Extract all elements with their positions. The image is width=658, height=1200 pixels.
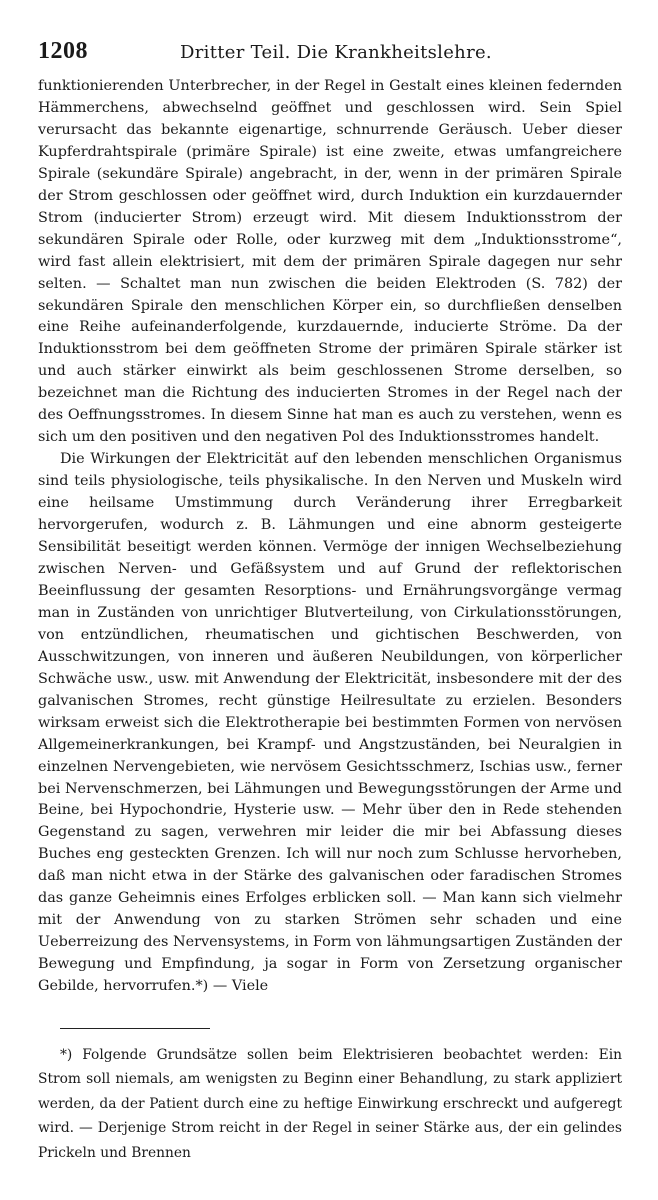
paragraph: Die Wirkungen der Elektricität auf den lebenden menschlichen Organismus sind teils physiologische, teils physikalische. In den Nerven und Muskeln wird eine heilsame Umstimmung durch Veränderung ihrer Erregbarkeit hervorgerufen, wodurch z. B. Lähmungen und eine abnorm gesteigerte Sensibilität beseitigt werden können. Vermöge der innigen Wechselbeziehung zwischen Nerven- und Gefäßsystem und auf Grund der reflektorischen Beeinflussung der gesamten Resorptions- und Ernährungsvorgänge vermag man in Zuständen von unrichtiger Blutverteilung, von Cirkulationsstörungen, von entzündlichen, rheumatischen und gichtischen Beschwerden, von Ausschwitzungen, von inneren und äußeren Neubildungen, von körperlicher Schwäche usw., usw. mit Anwendung der Elektricität, insbesondere mit der des galvanischen Stromes, recht günstige Heilresultate zu erzielen. Besonders wirksam erweist sich die Elektrotherapie bei bestimmten Formen von nervösen Allgemeinerkrankungen, bei Krampf- und Angstzuständen, bei Neuralgien in einzelnen Nervengebieten, wie nervösem Gesichtsschmerz, Ischias usw., ferner bei Nervenschmerzen, bei Lähmungen und Bewegungsstörungen der Arme und Beine, bei Hypochondrie, Hysterie usw. — Mehr über den in Rede stehenden Gegenstand zu sagen, verwehren mir leider die mir bei Abfassung dieses Buches eng gesteckten Grenzen. Ich will nur noch zum Schlusse hervorheben, daß man nicht etwa in der Stärke des galvanischen oder faradischen Stromes das ganze Geheimnis eines Erfolges erblicken soll. — Man kann sich vielmehr mit der Anwendung von zu starken Strömen sehr schaden und eine Ueberreizung des Nervensystems, in Form von lähmungsartigen Zuständen der Bewegung und Empfindung, ja sogar in Form von Zersetzung organischer Gebilde, hervorrufen.*) — Viele <box>38 451 622 995</box>
body-text <box>38 76 622 998</box>
footnote: *) Folgende Grundsätze sollen beim Elektrisieren beobachtet werden: Ein Strom soll niemals, am wenigsten zu Beginn einer Behandlung, zu stark appliziert werden, da der Patient durch eine zu heftige Einwirkung erschreckt und aufgeregt wird. — Derjenige Strom reicht in der Regel in seiner Stärke aus, der ein gelindes Prickeln und Brennen <box>38 1047 622 1161</box>
running-title: Dritter Teil. Die Krankheitslehre. <box>180 42 492 63</box>
page-number: 1208 <box>38 38 88 64</box>
footnote-rule <box>60 1028 210 1029</box>
paragraph-continued: funktionierenden Unterbrecher, in der Regel in Gestalt eines kleinen federnden Hämmerchens, abwechselnd geöffnet und geschlossen wird. Sein Spiel verursacht das bekannte eigenartige, schnurrende Geräusch. Ueber dieser Kupferdrahtspirale (primäre Spirale) ist eine zweite, etwas umfangreichere Spirale (sekundäre Spirale) angebracht, in der, wenn in der primären Spirale der Strom geschlossen oder geöffnet wird, durch Induktion ein kurzdauernder Strom (inducierter Strom) erzeugt wird. Mit diesem Induktionsstrom der sekundären Spirale oder Rolle, oder kurzweg mit dem „Induktionsstrome“, wird fast allein elektrisiert, mit dem der primären Spirale dagegen nur sehr selten. — Schaltet man nun zwischen die beiden Elektroden (S. 782) der sekundären Spirale den menschlichen Körper ein, so durchfließen denselben eine Reihe aufeinanderfolgende, kurzdauernde, inducierte Ströme. Da der Induktionsstrom bei dem geöffneten Strome der primären Spirale stärker ist und auch stärker einwirkt als beim geschlossenen Strome derselben, so bezeichnet man die Richtung des inducierten Stromes in der Regel nach der des Oeffnungsstromes. In diesem Sinne hat man es auch zu verstehen, wenn es sich um den positiven und den negativen Pol des Induktionsstromes handelt. <box>38 78 622 446</box>
running-head <box>38 38 622 74</box>
